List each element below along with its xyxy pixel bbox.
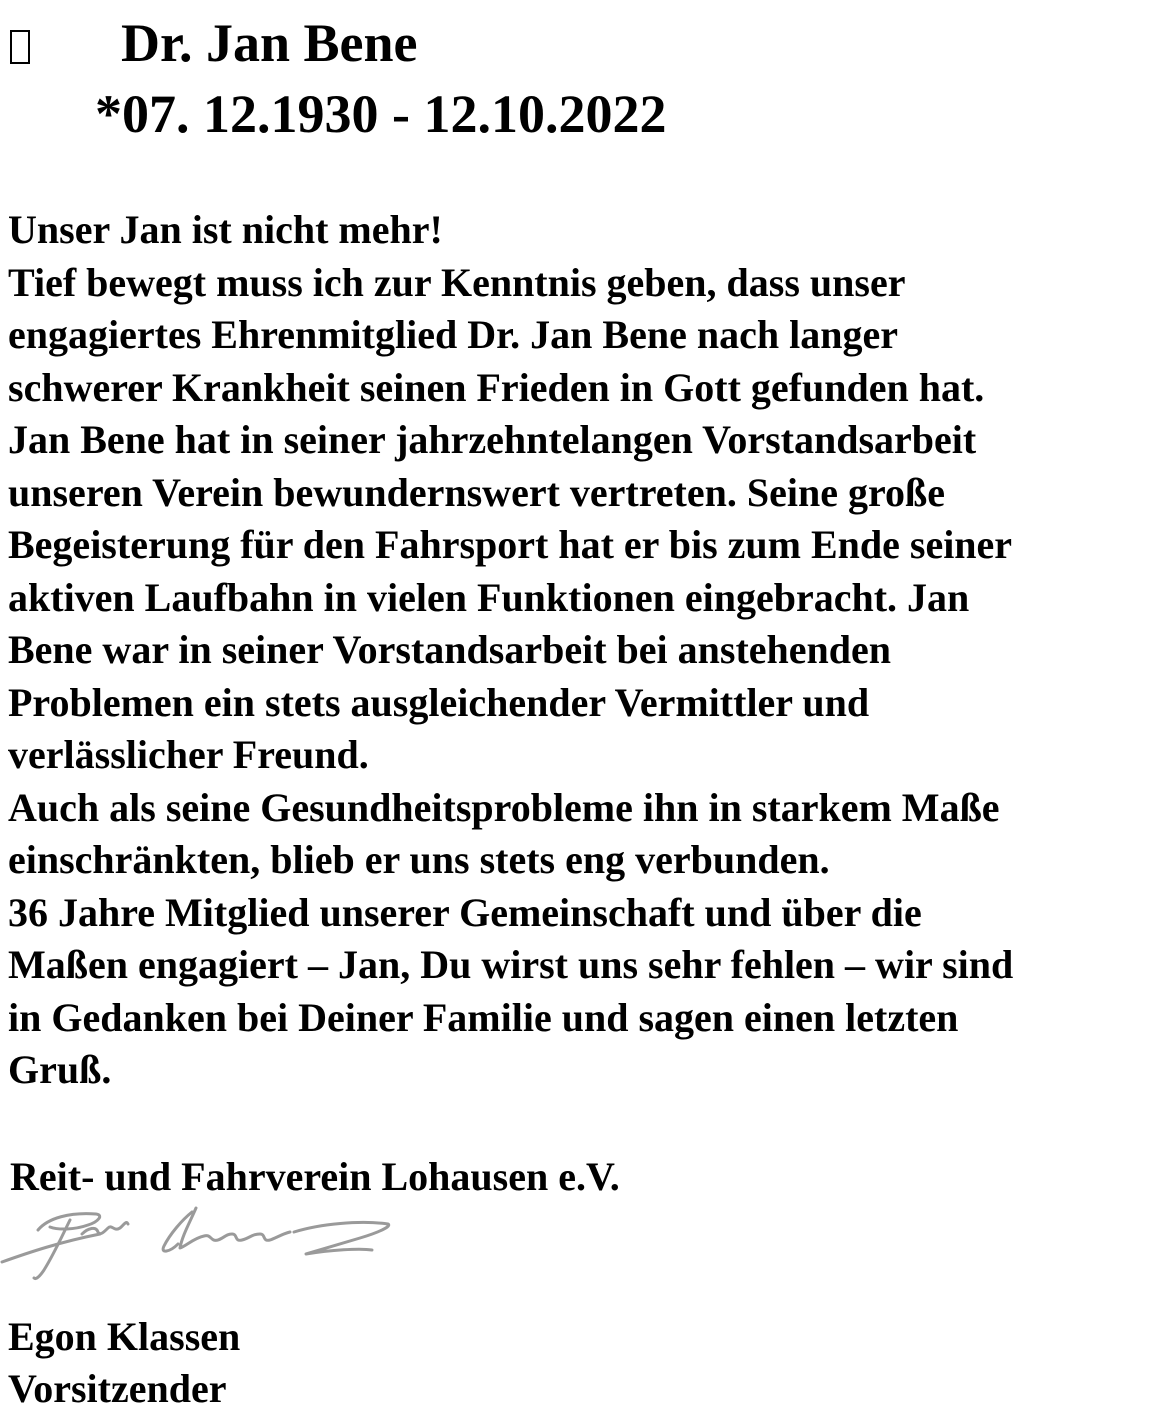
signatory-role: Vorsitzender [8,1366,227,1411]
obituary-text [8,204,1163,1097]
body-line: Gruß. [8,1047,112,1092]
body-line: Auch als seine Gesundheitsprobleme ihn in starkem Maße [8,784,1000,830]
body-line: Unser Jan ist nicht mehr! [8,207,443,252]
body-line: Bene war in seiner Vorstandsarbeit bei anstehenden [8,627,892,672]
body-line: Jan Bene hat in seiner jahrzehntelangen Vorstandsarbeit [8,417,977,462]
body-line: Maßen engagiert – Jan, Du wirst uns sehr fehlen – wir sind [8,942,1014,987]
signature-image [0,1190,400,1290]
life-dates: *07. 12.1930 - 12.10.2022 [95,84,667,144]
missing-glyph-icon [10,30,30,64]
body-line: engagiertes Ehrenmitglied Dr. Jan Bene nach langer [8,312,898,357]
body-line: verlässlicher Freund. [8,732,369,777]
body-line: einschränkten, blieb er uns stets eng verbunden. [8,837,830,882]
signatory-name: Egon Klassen [8,1314,241,1359]
body-line: schwerer Krankheit seinen Frieden in Gott gefunden hat. [8,364,985,410]
body-line: Tief bewegt muss ich zur Kenntnis geben, dass unser [8,259,906,305]
body-line: in Gedanken bei Deiner Familie und sagen einen letzten [8,994,959,1040]
body-line: Problemen ein stets ausgleichender Vermittler und [8,679,870,725]
page-title: Dr. Jan Bene [121,13,418,73]
body-line: Begeisterung für den Fahrsport hat er bis zum Ende seiner [8,522,1013,567]
organization-name: Reit- und Fahrverein Lohausen e.V. [10,1154,620,1199]
body-line: aktiven Laufbahn in vielen Funktionen eingebracht. Jan [8,574,970,620]
body-line: 36 Jahre Mitglied unserer Gemeinschaft und über die [8,889,922,935]
body-line: unseren Verein bewundernswert vertreten. Seine große [8,469,945,515]
